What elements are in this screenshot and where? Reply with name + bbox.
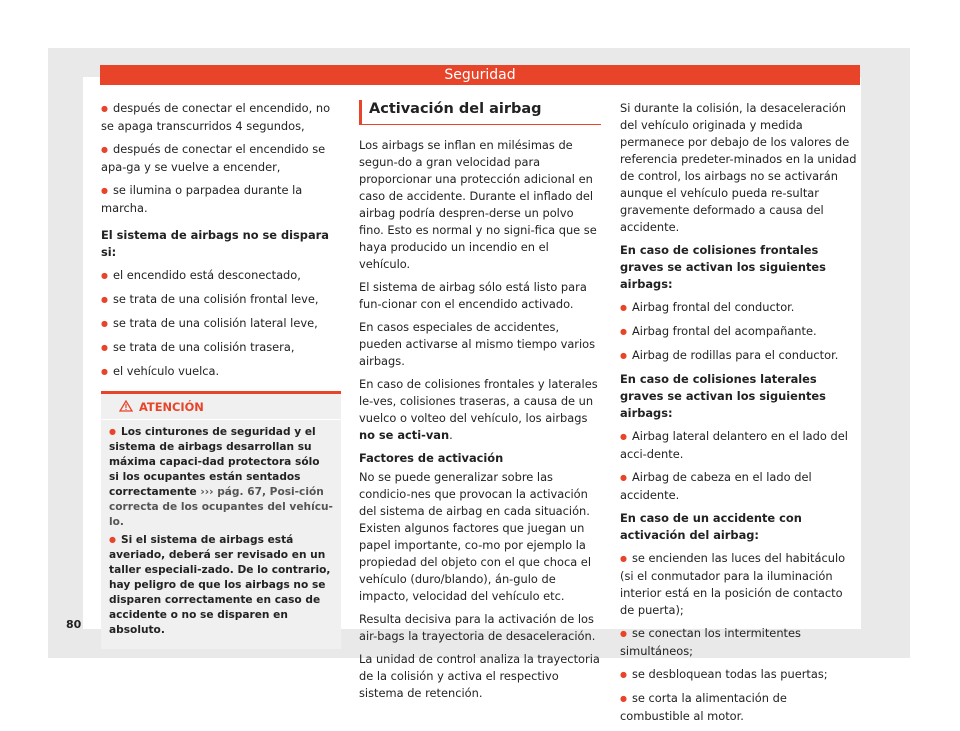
column-middle bbox=[359, 100, 601, 708]
subheading: Factores de activación bbox=[359, 451, 504, 465]
list-item: ● Airbag de rodillas para el conductor. bbox=[620, 347, 860, 365]
warning-box bbox=[101, 391, 341, 649]
paragraph: El sistema de airbag sólo está listo para fun-cionar con el encendido activado. bbox=[359, 280, 587, 311]
page-number: 80 bbox=[66, 618, 82, 631]
paragraph: Los airbags se inflan en milésimas de segun-do a gran velocidad para proporcionar una protección adicional en caso de accidente. Durante el inflado del airbag podría despren-derse un polvo fino. Esto es normal y no signi-fica que se haya producido un incendio en el vehículo. bbox=[359, 138, 597, 271]
warning-item: ● Si el sistema de airbags está averiado, deberá ser revisado en un taller especiali-zado. De lo contrario, hay peligro de que los airbags no se disparen correctamente en caso de accidente o no se disparen en absoluto. bbox=[109, 533, 333, 638]
list-item: ● se encienden las luces del habitáculo (si el conmutador para la iluminación interior está en la posición de contacto de puerta); bbox=[620, 550, 860, 619]
page-reference-link[interactable]: ››› pág. 67, Posi-ción correcta de los ocupantes del vehícu-lo. bbox=[109, 486, 333, 528]
list-item: ● después de conectar el encendido, no se apaga transcurridos 4 segundos, bbox=[101, 100, 341, 135]
section-title: Activación del airbag bbox=[359, 100, 601, 125]
paragraph: Si durante la colisión, la desaceleración del vehículo originada y medida permanece por debajo de los valores de referencia predeter-minados en la unidad de control, los airbags no se activarán aunque el vehículo pueda re-sultar gravemente deformado a causa del accidente. bbox=[620, 101, 857, 234]
list-item: ● Airbag frontal del acompañante. bbox=[620, 323, 860, 341]
paragraph-text: En caso de colisiones frontales y laterales le-ves, colisiones traseras, a causa de un vuelco o volteo del vehículo, los airbags bbox=[359, 377, 598, 425]
list-item: ● el vehículo vuelca. bbox=[101, 363, 341, 381]
list-item: ● se trata de una colisión lateral leve, bbox=[101, 315, 341, 333]
list-item: ● Airbag lateral delantero en el lado del acci-dente. bbox=[620, 428, 860, 463]
paragraph: No se puede generalizar sobre las condicio-nes que provocan la activación del sistema de airbag en cada situación. Existen algunos factores que juegan un papel importante, co-mo por ejemplo la propiedad del objeto con el que choca el vehículo (duro/blando), án-gulo de impacto, velocidad del vehículo etc. bbox=[359, 470, 591, 603]
paragraph: Resulta decisiva para la activación de los air-bags la trayectoria de desaceleración. bbox=[359, 612, 596, 643]
warning-item bbox=[109, 425, 333, 530]
paragraph: La unidad de control analiza la trayectoria de la colisión y activa el respectivo sistema de retención. bbox=[359, 652, 600, 700]
list-item: ● se corta la alimentación de combustible al motor. bbox=[620, 690, 860, 725]
subheading: El sistema de airbags no se dispara si: bbox=[101, 228, 329, 259]
list-item: ● se trata de una colisión frontal leve, bbox=[101, 291, 341, 309]
subheading: En caso de colisiones laterales graves se activan los siguientes airbags: bbox=[620, 372, 826, 420]
list-item: ● se conectan los intermitentes simultáneos; bbox=[620, 625, 860, 660]
warning-triangle-icon bbox=[119, 400, 133, 412]
emphasis-text: no se acti-van bbox=[359, 428, 450, 442]
list-item: ● después de conectar el encendido se apa-ga y se vuelve a encender, bbox=[101, 141, 341, 176]
column-right bbox=[620, 100, 860, 731]
subheading: En caso de un accidente con activación del airbag: bbox=[620, 511, 802, 542]
warning-item-text: Los cinturones de seguridad y el sistema de airbags desarrollan su máxima capaci-dad protectora sólo si los ocupantes están sentados correctamente bbox=[109, 426, 320, 498]
paragraph-end: . bbox=[449, 428, 453, 442]
subheading: En caso de colisiones frontales graves se activan los siguientes airbags: bbox=[620, 243, 826, 291]
warning-header bbox=[101, 394, 341, 420]
list-item: ● se ilumina o parpadea durante la marcha. bbox=[101, 182, 341, 217]
paragraph: En casos especiales de accidentes, pueden activarse al mismo tiempo varios airbags. bbox=[359, 320, 596, 368]
list-item: ● el encendido está desconectado, bbox=[101, 267, 341, 285]
list-item: ● se desbloquean todas las puertas; bbox=[620, 666, 860, 684]
paragraph bbox=[359, 376, 601, 444]
list-item: ● Airbag frontal del conductor. bbox=[620, 299, 860, 317]
section-header: Seguridad bbox=[100, 65, 860, 85]
list-item: ● Airbag de cabeza en el lado del accidente. bbox=[620, 469, 860, 504]
warning-title: ATENCIÓN bbox=[139, 400, 204, 414]
column-left bbox=[101, 100, 341, 649]
list-item: ● se trata de una colisión trasera, bbox=[101, 339, 341, 357]
